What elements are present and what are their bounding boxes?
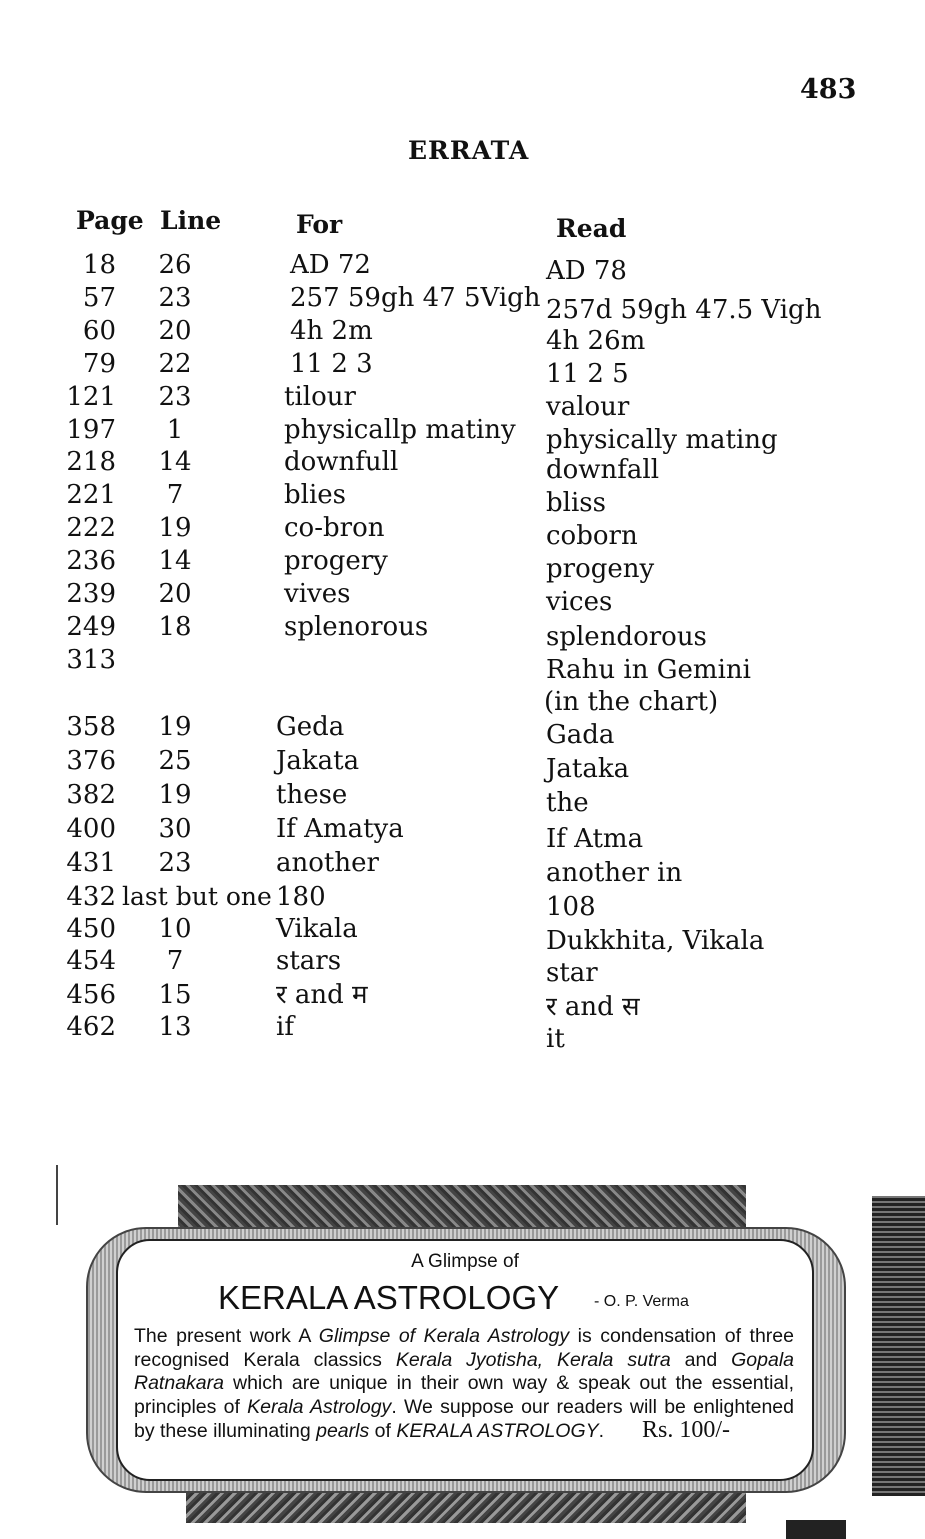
errata-for-text: Geda (276, 712, 345, 742)
errata-line-number: 14 (158, 546, 192, 576)
errata-for-text: र and म (276, 980, 368, 1010)
errata-read-text: Dukkhita, Vikala (546, 926, 765, 956)
errata-line-number: 30 (158, 814, 192, 844)
errata-read-text: progeny (546, 554, 655, 584)
errata-for-text: blies (284, 480, 347, 510)
errata-for-text: stars (276, 946, 342, 976)
ad-text: of (369, 1420, 397, 1442)
errata-for-text: Vikala (276, 914, 358, 944)
errata-read-text: splendorous (546, 622, 707, 652)
errata-page-number: 382 (66, 780, 116, 810)
errata-page-number: 454 (66, 946, 116, 976)
errata-line-number: 23 (158, 382, 192, 412)
errata-read-text: bliss (546, 488, 606, 518)
errata-page-number: 18 (82, 250, 116, 280)
errata-line-number: 20 (158, 316, 192, 346)
errata-read-text: If Atma (546, 824, 644, 854)
ad-text: . (598, 1420, 605, 1442)
errata-page-number: 79 (82, 349, 116, 379)
errata-page-number: 376 (66, 746, 116, 776)
errata-for-text: these (276, 780, 348, 810)
errata-page-number: 221 (66, 480, 116, 510)
errata-for-text: vives (284, 579, 351, 609)
ad-book-title: Glimpse of Kerala Astrology (318, 1325, 570, 1347)
errata-read-text-continued: (in the chart) (544, 687, 719, 717)
errata-page-number: 462 (66, 1012, 116, 1042)
errata-for-text: Jakata (276, 746, 360, 776)
errata-page-number: 432 (66, 882, 116, 912)
ad-text: is condensation of three recognised Kerala classics (134, 1325, 794, 1371)
errata-read-text: Gada (546, 720, 615, 750)
page-number: 483 (800, 74, 857, 105)
errata-line-number: 20 (158, 579, 192, 609)
errata-for-text: if (276, 1012, 294, 1042)
header-read: Read (556, 214, 627, 243)
errata-page-number: 400 (66, 814, 116, 844)
ad-classics: Kerala Jyotisha, Kerala sutra (395, 1348, 671, 1371)
errata-line-number: 19 (158, 712, 192, 742)
errata-for-text: progery (284, 546, 388, 576)
errata-page-number: 313 (66, 645, 116, 675)
errata-for-text: 180 (276, 882, 326, 912)
errata-line-number: 18 (158, 612, 192, 642)
errata-read-text: Rahu in Gemini (546, 655, 751, 685)
errata-for-text: tilour (284, 382, 356, 412)
errata-page-number: 249 (66, 612, 116, 642)
errata-line-number: 7 (166, 480, 184, 510)
scan-edge-shadow (872, 1196, 925, 1496)
header-page: Page (76, 206, 144, 235)
errata-line-number: 25 (158, 746, 192, 776)
errata-for-text: 11 2 3 (290, 349, 373, 379)
errata-page-number: 197 (66, 415, 116, 445)
errata-for-text: AD 72 (290, 250, 371, 280)
errata-read-text: Jataka (546, 754, 630, 784)
margin-rule (56, 1165, 58, 1225)
ad-panel (116, 1239, 814, 1481)
errata-for-text: splenorous (284, 612, 429, 642)
errata-for-text: 257 59gh 47 5Vigh (290, 283, 541, 313)
errata-for-text: co-bron (284, 513, 385, 543)
errata-read-text: downfall (546, 455, 660, 485)
errata-read-text: AD 78 (546, 256, 627, 286)
header-line: Line (160, 206, 222, 235)
ad-subject-caps: KERALA ASTROLOGY (396, 1420, 599, 1442)
header-for: For (296, 210, 343, 239)
ad-body (134, 1325, 794, 1444)
ad-headline: KERALA ASTROLOGY (218, 1279, 560, 1316)
ad-classic: Gopala Ratnakara (134, 1348, 795, 1394)
errata-for-text: 4h 2m (290, 316, 373, 346)
errata-page-number: 239 (66, 579, 116, 609)
book-advertisement (86, 1185, 846, 1523)
errata-line-number: 26 (158, 250, 192, 280)
errata-line-number: 15 (158, 980, 192, 1010)
errata-line-number: 23 (158, 283, 192, 313)
errata-read-text: another in (546, 858, 683, 888)
errata-read-text: star (546, 958, 598, 988)
ad-text: and (670, 1348, 732, 1371)
ad-kicker: A Glimpse of (411, 1251, 519, 1272)
errata-read-text: it (546, 1024, 565, 1054)
errata-line-number: 22 (158, 349, 192, 379)
errata-for-text: another (276, 848, 379, 878)
ad-subject: Kerala Astrology (247, 1395, 392, 1418)
errata-read-text: 11 2 5 (546, 359, 629, 389)
errata-read-text: the (546, 788, 589, 818)
errata-page-number: 358 (66, 712, 116, 742)
errata-read-text: physically mating (546, 425, 778, 455)
errata-page-number: 121 (66, 382, 116, 412)
errata-read-text: vices (546, 587, 613, 617)
ad-text: . We suppose our readers will be enlightened by these illuminating (134, 1395, 794, 1442)
ad-price: Rs. 100/- (642, 1417, 731, 1443)
errata-line-number: 10 (158, 914, 192, 944)
errata-line-number: last but one (122, 882, 272, 911)
errata-line-number: 7 (166, 946, 184, 976)
ad-author: - O. P. Verma (594, 1293, 689, 1310)
errata-line-number: 23 (158, 848, 192, 878)
errata-read-text: 108 (546, 892, 596, 922)
errata-line-number: 1 (166, 415, 184, 445)
errata-page-number: 450 (66, 914, 116, 944)
errata-read-text: 4h 26m (546, 326, 646, 356)
ad-text: which are unique in their own way & speak out the essential, principles of (134, 1372, 794, 1418)
ad-text: The present work A (134, 1325, 319, 1347)
ad-pearls: pearls (316, 1420, 370, 1442)
errata-page-number: 222 (66, 513, 116, 543)
errata-for-text: physicallp matiny (284, 415, 516, 445)
errata-page-number: 60 (82, 316, 116, 346)
errata-read-text: र and स (546, 992, 640, 1022)
errata-title: ERRATA (408, 136, 530, 165)
errata-read-text: valour (546, 392, 630, 422)
errata-line-number: 19 (158, 513, 192, 543)
errata-read-text: coborn (546, 521, 638, 551)
errata-for-text: If Amatya (276, 814, 404, 844)
errata-page-number: 236 (66, 546, 116, 576)
errata-line-number: 14 (158, 447, 192, 477)
errata-line-number: 19 (158, 780, 192, 810)
errata-page-number: 57 (82, 283, 116, 313)
errata-line-number: 13 (158, 1012, 192, 1042)
errata-read-text: 257d 59gh 47.5 Vigh (546, 295, 822, 325)
errata-page-number: 431 (66, 848, 116, 878)
errata-page-number: 456 (66, 980, 116, 1010)
errata-page-number: 218 (66, 447, 116, 477)
errata-for-text: downfull (284, 447, 399, 477)
ad-decorative-band-top (178, 1185, 746, 1233)
